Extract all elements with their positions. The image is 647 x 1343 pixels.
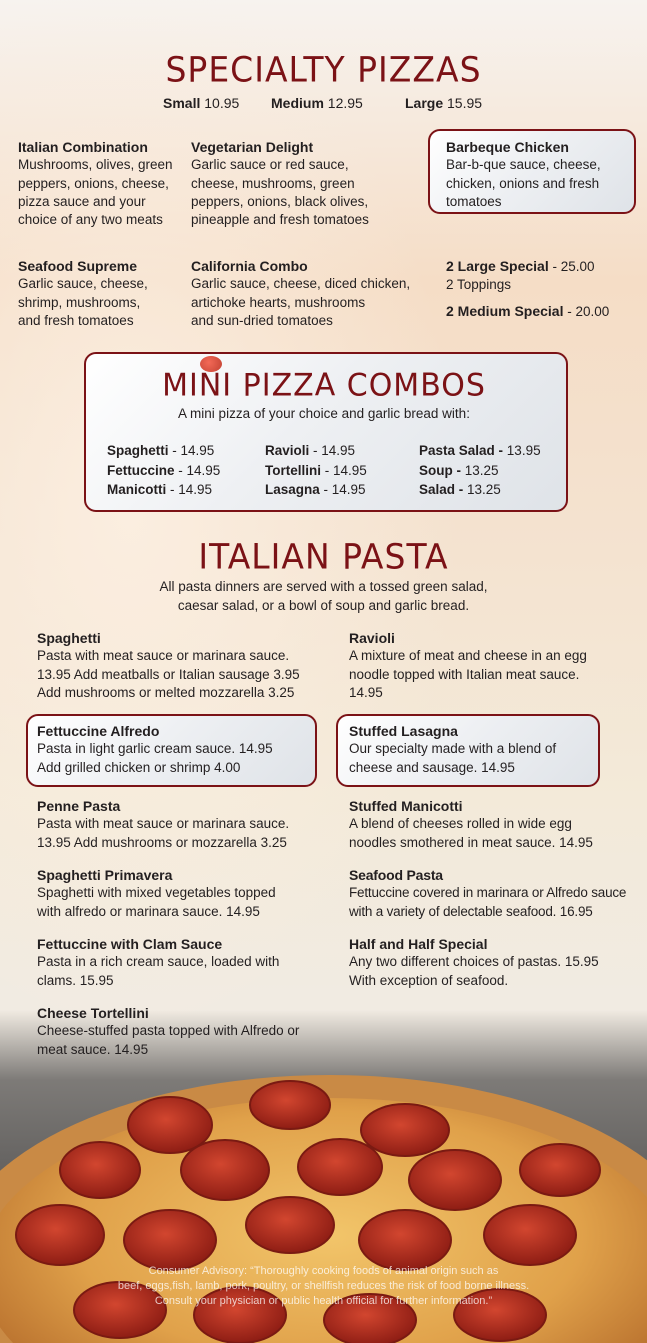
- mini-item: Fettuccine - 14.95: [107, 462, 221, 478]
- pasta-stuffed-lasagna: Stuffed Lasagna Our specialty made with a blend of cheese and sausage. 14.95: [349, 723, 557, 775]
- mini-combos-title: MINI PIZZA COMBOS: [162, 367, 486, 404]
- size-small: Small 10.95: [163, 95, 240, 111]
- special-2-medium: 2 Medium Special - 20.00: [446, 303, 610, 319]
- pizza-sizes: [163, 95, 523, 111]
- size-medium: Medium 12.95: [271, 95, 363, 111]
- mini-column-2: [265, 441, 415, 500]
- mini-item: Spaghetti - 14.95: [107, 443, 215, 458]
- mini-column-1: [107, 441, 257, 500]
- pasta-intro: All pasta dinners are served with a tossed green salad, caesar salad, or a bowl of soup and garlic bread.: [159, 579, 488, 613]
- pizza-seafood-supreme: Seafood Supreme Garlic sauce, cheese, shrimp, mushrooms, and fresh tomatoes: [18, 258, 148, 328]
- consumer-advisory: Consumer Advisory: “Thoroughly cooking foods of animal origin such as beef, eggs,fish, lamb, pork, poultry, or shellfish reduces the risk of food borne illness. Consult your physician or public health official for further information.”: [117, 1265, 530, 1307]
- italian-pasta-title: ITALIAN PASTA: [198, 536, 449, 577]
- mini-combos-subtitle: A mini pizza of your choice and garlic bread with:: [178, 406, 470, 421]
- mini-item: Ravioli - 14.95: [265, 443, 356, 458]
- pasta-cheese-tortellini: Cheese Tortellini Cheese-stuffed pasta topped with Alfredo or meat sauce. 14.95: [37, 1005, 300, 1057]
- mini-column-3: [419, 441, 559, 500]
- pasta-spaghetti: Spaghetti Pasta with meat sauce or marinara sauce. 13.95 Add meatballs or Italian sausage 3.95 Add mushrooms or melted mozzarella 3.25: [37, 630, 300, 700]
- mini-item: Lasagna - 14.95: [265, 482, 366, 497]
- pasta-stuffed-manicotti: Stuffed Manicotti A blend of cheeses rolled in wide egg noodles smothered in meat sauce. 14.95: [349, 798, 593, 850]
- pasta-fettuccine-clam: Fettuccine with Clam Sauce Pasta in a rich cream sauce, loaded with clams. 15.95: [37, 936, 280, 988]
- pasta-half-and-half: Half and Half Special Any two different choices of pastas. 15.95 With exception of seafood.: [349, 936, 599, 988]
- pasta-spaghetti-primavera: Spaghetti Primavera Spaghetti with mixed vegetables topped with alfredo or marinara sauce. 14.95: [37, 867, 276, 919]
- special-2-large: 2 Large Special - 25.00 2 Toppings: [446, 258, 595, 293]
- mini-item: Pasta Salad - 13.95: [419, 443, 541, 458]
- pasta-ravioli: Ravioli A mixture of meat and cheese in an egg noodle topped with Italian meat sauce. 14.95: [349, 630, 587, 700]
- size-large: Large 15.95: [405, 95, 483, 111]
- pizza-italian-combination: Italian Combination Mushrooms, olives, green peppers, onions, cheese, pizza sauce and your choice of any two meats: [18, 139, 173, 228]
- pasta-penne: Penne Pasta Pasta with meat sauce or marinara sauce. 13.95 Add mushrooms or mozzarella 3.25: [37, 798, 290, 850]
- pasta-fettuccine-alfredo: Fettuccine Alfredo Pasta in light garlic cream sauce. 14.95 Add grilled chicken or shrimp 4.00: [37, 723, 273, 775]
- mini-item: Tortellini - 14.95: [265, 462, 367, 478]
- mini-item: Salad - 13.25: [419, 482, 501, 497]
- mini-item: Manicotti - 14.95: [107, 482, 213, 497]
- pizza-vegetarian-delight: Vegetarian Delight Garlic sauce or red sauce, cheese, mushrooms, green peppers, onions, black olives, pineapple and fresh tomatoes: [191, 139, 369, 228]
- pasta-seafood: Seafood Pasta Fettuccine covered in marinara or Alfredo sauce with a variety of delectable seafood. 16.95: [349, 867, 627, 919]
- mini-item: Soup - 13.25: [419, 462, 499, 478]
- pizza-barbeque-chicken: Barbeque Chicken Bar-b-que sauce, cheese, chicken, onions and fresh tomatoes: [446, 139, 601, 209]
- specialty-pizzas-title: SPECIALTY PIZZAS: [165, 49, 482, 90]
- pizza-california-combo: California Combo Garlic sauce, cheese, diced chicken, artichoke hearts, mushrooms and sun-dried tomatoes: [191, 258, 411, 328]
